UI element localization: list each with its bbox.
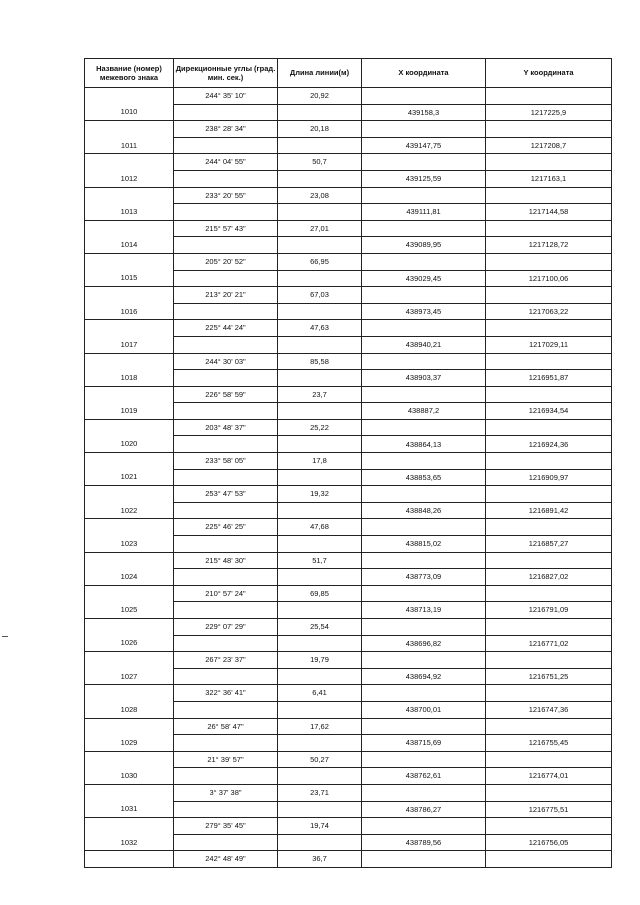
- x-coordinate-cell: 438903,37: [362, 370, 486, 387]
- table-row: [85, 536, 612, 553]
- x-coordinate-cell: 438853,65: [362, 469, 486, 486]
- y-coordinate-cell: 1216747,36: [486, 701, 612, 718]
- table-row: [85, 768, 612, 785]
- y-coordinate-cell: [486, 386, 612, 403]
- direction-angle-cell: 242° 48' 49": [174, 851, 278, 868]
- header-mark-name: Название (номер) межевого знака: [85, 59, 174, 88]
- y-coordinate-cell: [486, 818, 612, 835]
- table-row: [85, 88, 612, 105]
- mark-name-cell: [85, 88, 174, 105]
- line-length-cell: [278, 536, 362, 553]
- line-length-cell: [278, 735, 362, 752]
- direction-angle-cell: [174, 303, 278, 320]
- table-row: [85, 469, 612, 486]
- direction-angle-cell: [174, 502, 278, 519]
- direction-angle-cell: [174, 801, 278, 818]
- table-row: [85, 701, 612, 718]
- line-length-cell: [278, 403, 362, 420]
- table-row: [85, 602, 612, 619]
- direction-angle-cell: 233° 58' 05": [174, 453, 278, 470]
- y-coordinate-cell: [486, 88, 612, 105]
- line-length-cell: [278, 502, 362, 519]
- y-coordinate-cell: 1217128,72: [486, 237, 612, 254]
- mark-name-cell: 1020: [85, 436, 174, 453]
- direction-angle-cell: 21° 39' 57": [174, 751, 278, 768]
- mark-name-cell: [85, 386, 174, 403]
- x-coordinate-cell: [362, 154, 486, 171]
- table-row: [85, 104, 612, 121]
- x-coordinate-cell: [362, 818, 486, 835]
- mark-name-cell: [85, 851, 174, 868]
- direction-angle-cell: 215° 48' 30": [174, 552, 278, 569]
- y-coordinate-cell: [486, 718, 612, 735]
- table-row: [85, 220, 612, 237]
- mark-name-cell: 1031: [85, 801, 174, 818]
- x-coordinate-cell: 438973,45: [362, 303, 486, 320]
- table-row: [85, 619, 612, 636]
- x-coordinate-cell: 438864,13: [362, 436, 486, 453]
- y-coordinate-cell: 1216756,05: [486, 834, 612, 851]
- direction-angle-cell: [174, 204, 278, 221]
- table-row: [85, 652, 612, 669]
- mark-name-cell: [85, 619, 174, 636]
- mark-name-cell: 1016: [85, 303, 174, 320]
- y-coordinate-cell: [486, 287, 612, 304]
- x-coordinate-cell: 438887,2: [362, 403, 486, 420]
- x-coordinate-cell: [362, 419, 486, 436]
- x-coordinate-cell: [362, 253, 486, 270]
- x-coordinate-cell: 438815,02: [362, 536, 486, 553]
- line-length-cell: 17,8: [278, 453, 362, 470]
- direction-angle-cell: 215° 57' 43": [174, 220, 278, 237]
- y-coordinate-cell: 1217100,06: [486, 270, 612, 287]
- header-x-coordinate: X координата: [362, 59, 486, 88]
- y-coordinate-cell: [486, 519, 612, 536]
- mark-name-cell: [85, 353, 174, 370]
- y-coordinate-cell: 1216934,54: [486, 403, 612, 420]
- direction-angle-cell: 238° 28' 34": [174, 121, 278, 138]
- line-length-cell: 19,74: [278, 818, 362, 835]
- table-row: [85, 386, 612, 403]
- direction-angle-cell: [174, 536, 278, 553]
- mark-name-cell: [85, 652, 174, 669]
- x-coordinate-cell: [362, 353, 486, 370]
- x-coordinate-cell: 439158,3: [362, 104, 486, 121]
- x-coordinate-cell: 438940,21: [362, 336, 486, 353]
- table-row: [85, 751, 612, 768]
- x-coordinate-cell: [362, 552, 486, 569]
- direction-angle-cell: [174, 336, 278, 353]
- y-coordinate-cell: 1216771,02: [486, 635, 612, 652]
- x-coordinate-cell: 438773,09: [362, 569, 486, 586]
- line-length-cell: [278, 303, 362, 320]
- x-coordinate-cell: [362, 619, 486, 636]
- direction-angle-cell: [174, 668, 278, 685]
- direction-angle-cell: [174, 635, 278, 652]
- direction-angle-cell: [174, 436, 278, 453]
- direction-angle-cell: [174, 137, 278, 154]
- y-coordinate-cell: [486, 187, 612, 204]
- direction-angle-cell: [174, 170, 278, 187]
- line-length-cell: 50,27: [278, 751, 362, 768]
- line-length-cell: [278, 270, 362, 287]
- table-row: [85, 486, 612, 503]
- y-coordinate-cell: 1217225,9: [486, 104, 612, 121]
- table-row: [85, 237, 612, 254]
- x-coordinate-cell: 438700,01: [362, 701, 486, 718]
- line-length-cell: 67,03: [278, 287, 362, 304]
- x-coordinate-cell: 438786,27: [362, 801, 486, 818]
- direction-angle-cell: 226° 58' 59": [174, 386, 278, 403]
- table-row: [85, 287, 612, 304]
- direction-angle-cell: 225° 44' 24": [174, 320, 278, 337]
- mark-name-cell: [85, 585, 174, 602]
- mark-name-cell: 1032: [85, 834, 174, 851]
- line-length-cell: [278, 436, 362, 453]
- mark-name-cell: [85, 121, 174, 138]
- table-row: [85, 585, 612, 602]
- y-coordinate-cell: [486, 320, 612, 337]
- y-coordinate-cell: [486, 851, 612, 868]
- direction-angle-cell: [174, 469, 278, 486]
- y-coordinate-cell: [486, 353, 612, 370]
- x-coordinate-cell: 438762,61: [362, 768, 486, 785]
- x-coordinate-cell: 439111,81: [362, 204, 486, 221]
- x-coordinate-cell: 439125,59: [362, 170, 486, 187]
- y-coordinate-cell: [486, 552, 612, 569]
- y-coordinate-cell: 1217208,7: [486, 137, 612, 154]
- x-coordinate-cell: [362, 751, 486, 768]
- x-coordinate-cell: 438696,82: [362, 635, 486, 652]
- mark-name-cell: [85, 552, 174, 569]
- line-length-cell: [278, 834, 362, 851]
- mark-name-cell: [85, 320, 174, 337]
- mark-name-cell: 1030: [85, 768, 174, 785]
- direction-angle-cell: 279° 35' 45": [174, 818, 278, 835]
- header-direction-angle: Дирекционные углы (град. мин. сек.): [174, 59, 278, 88]
- table-header-row: [85, 59, 612, 88]
- line-length-cell: 20,18: [278, 121, 362, 138]
- direction-angle-cell: 253° 47' 53": [174, 486, 278, 503]
- mark-name-cell: 1015: [85, 270, 174, 287]
- y-coordinate-cell: [486, 253, 612, 270]
- line-length-cell: 20,92: [278, 88, 362, 105]
- direction-angle-cell: 225° 46' 25": [174, 519, 278, 536]
- x-coordinate-cell: 439147,75: [362, 137, 486, 154]
- y-coordinate-cell: 1217144,58: [486, 204, 612, 221]
- direction-angle-cell: [174, 104, 278, 121]
- table-row: [85, 170, 612, 187]
- direction-angle-cell: 205° 20' 52": [174, 253, 278, 270]
- line-length-cell: [278, 370, 362, 387]
- direction-angle-cell: 229° 07' 29": [174, 619, 278, 636]
- x-coordinate-cell: [362, 187, 486, 204]
- y-coordinate-cell: [486, 685, 612, 702]
- mark-name-cell: [85, 154, 174, 171]
- table-row: [85, 320, 612, 337]
- header-y-coordinate: Y координата: [486, 59, 612, 88]
- mark-name-cell: [85, 287, 174, 304]
- mark-name-cell: 1018: [85, 370, 174, 387]
- mark-name-cell: [85, 718, 174, 735]
- table-row: [85, 502, 612, 519]
- mark-name-cell: 1026: [85, 635, 174, 652]
- y-coordinate-cell: 1216775,51: [486, 801, 612, 818]
- line-length-cell: 36,7: [278, 851, 362, 868]
- line-length-cell: 47,63: [278, 320, 362, 337]
- mark-name-cell: 1017: [85, 336, 174, 353]
- mark-name-cell: [85, 220, 174, 237]
- table-row: [85, 353, 612, 370]
- table-row: [85, 784, 612, 801]
- x-coordinate-cell: [362, 220, 486, 237]
- line-length-cell: 19,32: [278, 486, 362, 503]
- line-length-cell: 47,68: [278, 519, 362, 536]
- line-length-cell: [278, 801, 362, 818]
- table-row: [85, 303, 612, 320]
- direction-angle-cell: 322° 36' 41": [174, 685, 278, 702]
- direction-angle-cell: [174, 701, 278, 718]
- y-coordinate-cell: 1217163,1: [486, 170, 612, 187]
- y-coordinate-cell: [486, 652, 612, 669]
- table-row: [85, 635, 612, 652]
- table-row: [85, 834, 612, 851]
- margin-mark: [2, 636, 8, 637]
- line-length-cell: 85,58: [278, 353, 362, 370]
- direction-angle-cell: 26° 58' 47": [174, 718, 278, 735]
- mark-name-cell: [85, 685, 174, 702]
- line-length-cell: 50,7: [278, 154, 362, 171]
- mark-name-cell: 1019: [85, 403, 174, 420]
- y-coordinate-cell: 1217029,11: [486, 336, 612, 353]
- table-row: [85, 370, 612, 387]
- x-coordinate-cell: [362, 585, 486, 602]
- line-length-cell: 6,41: [278, 685, 362, 702]
- mark-name-cell: 1029: [85, 735, 174, 752]
- x-coordinate-cell: [362, 88, 486, 105]
- mark-name-cell: 1028: [85, 701, 174, 718]
- table-row: [85, 685, 612, 702]
- direction-angle-cell: 244° 04' 55": [174, 154, 278, 171]
- table-row: [85, 519, 612, 536]
- y-coordinate-cell: [486, 486, 612, 503]
- direction-angle-cell: [174, 237, 278, 254]
- y-coordinate-cell: 1216924,36: [486, 436, 612, 453]
- direction-angle-cell: 267° 23' 37": [174, 652, 278, 669]
- table-row: [85, 154, 612, 171]
- line-length-cell: 19,79: [278, 652, 362, 669]
- y-coordinate-cell: 1216857,27: [486, 536, 612, 553]
- x-coordinate-cell: [362, 519, 486, 536]
- x-coordinate-cell: [362, 718, 486, 735]
- line-length-cell: [278, 137, 362, 154]
- mark-name-cell: [85, 784, 174, 801]
- line-length-cell: 51,7: [278, 552, 362, 569]
- table-row: [85, 453, 612, 470]
- direction-angle-cell: 244° 35' 10": [174, 88, 278, 105]
- direction-angle-cell: [174, 735, 278, 752]
- table-row: [85, 552, 612, 569]
- mark-name-cell: [85, 818, 174, 835]
- table-row: [85, 336, 612, 353]
- table-row: [85, 403, 612, 420]
- direction-angle-cell: 210° 57' 24": [174, 585, 278, 602]
- x-coordinate-cell: 438713,19: [362, 602, 486, 619]
- table-row: [85, 818, 612, 835]
- direction-angle-cell: [174, 602, 278, 619]
- line-length-cell: [278, 635, 362, 652]
- y-coordinate-cell: [486, 154, 612, 171]
- mark-name-cell: 1024: [85, 569, 174, 586]
- table-row: [85, 187, 612, 204]
- mark-name-cell: [85, 253, 174, 270]
- direction-angle-cell: 213° 20' 21": [174, 287, 278, 304]
- direction-angle-cell: [174, 569, 278, 586]
- table-body: [85, 88, 612, 868]
- mark-name-cell: [85, 187, 174, 204]
- line-length-cell: 25,22: [278, 419, 362, 436]
- mark-name-cell: 1014: [85, 237, 174, 254]
- direction-angle-cell: [174, 270, 278, 287]
- line-length-cell: [278, 204, 362, 221]
- line-length-cell: [278, 668, 362, 685]
- y-coordinate-cell: [486, 585, 612, 602]
- y-coordinate-cell: 1216891,42: [486, 502, 612, 519]
- x-coordinate-cell: [362, 851, 486, 868]
- line-length-cell: [278, 602, 362, 619]
- direction-angle-cell: [174, 834, 278, 851]
- line-length-cell: 17,62: [278, 718, 362, 735]
- direction-angle-cell: [174, 768, 278, 785]
- x-coordinate-cell: [362, 486, 486, 503]
- line-length-cell: 66,95: [278, 253, 362, 270]
- line-length-cell: [278, 569, 362, 586]
- mark-name-cell: [85, 519, 174, 536]
- x-coordinate-cell: [362, 121, 486, 138]
- line-length-cell: [278, 701, 362, 718]
- line-length-cell: [278, 237, 362, 254]
- y-coordinate-cell: [486, 453, 612, 470]
- direction-angle-cell: [174, 370, 278, 387]
- x-coordinate-cell: [362, 685, 486, 702]
- x-coordinate-cell: [362, 784, 486, 801]
- y-coordinate-cell: 1216774,01: [486, 768, 612, 785]
- mark-name-cell: 1013: [85, 204, 174, 221]
- y-coordinate-cell: [486, 619, 612, 636]
- direction-angle-cell: 244° 30' 03": [174, 353, 278, 370]
- y-coordinate-cell: 1216791,09: [486, 602, 612, 619]
- mark-name-cell: 1011: [85, 137, 174, 154]
- x-coordinate-cell: 439089,95: [362, 237, 486, 254]
- x-coordinate-cell: [362, 386, 486, 403]
- table-row: [85, 137, 612, 154]
- mark-name-cell: 1025: [85, 602, 174, 619]
- header-line-length: Длина линии(м): [278, 59, 362, 88]
- x-coordinate-cell: 439029,45: [362, 270, 486, 287]
- y-coordinate-cell: [486, 121, 612, 138]
- x-coordinate-cell: 438715,69: [362, 735, 486, 752]
- table-row: [85, 569, 612, 586]
- x-coordinate-cell: [362, 652, 486, 669]
- direction-angle-cell: 3° 37' 38": [174, 784, 278, 801]
- x-coordinate-cell: [362, 453, 486, 470]
- line-length-cell: [278, 469, 362, 486]
- table-row: [85, 121, 612, 138]
- mark-name-cell: [85, 453, 174, 470]
- line-length-cell: 23,08: [278, 187, 362, 204]
- line-length-cell: 27,01: [278, 220, 362, 237]
- y-coordinate-cell: 1216751,25: [486, 668, 612, 685]
- line-length-cell: [278, 170, 362, 187]
- x-coordinate-cell: 438694,92: [362, 668, 486, 685]
- x-coordinate-cell: 438789,56: [362, 834, 486, 851]
- y-coordinate-cell: 1216827,02: [486, 569, 612, 586]
- line-length-cell: 69,85: [278, 585, 362, 602]
- y-coordinate-cell: 1216909,97: [486, 469, 612, 486]
- x-coordinate-cell: [362, 287, 486, 304]
- table-row: [85, 436, 612, 453]
- y-coordinate-cell: 1216951,87: [486, 370, 612, 387]
- direction-angle-cell: 203° 48' 37": [174, 419, 278, 436]
- mark-name-cell: 1023: [85, 536, 174, 553]
- line-length-cell: [278, 768, 362, 785]
- mark-name-cell: [85, 419, 174, 436]
- mark-name-cell: 1027: [85, 668, 174, 685]
- direction-angle-cell: 233° 20' 55": [174, 187, 278, 204]
- mark-name-cell: [85, 751, 174, 768]
- line-length-cell: [278, 336, 362, 353]
- boundary-coordinates-table: [84, 58, 612, 868]
- line-length-cell: [278, 104, 362, 121]
- y-coordinate-cell: 1217063,22: [486, 303, 612, 320]
- table-row: [85, 668, 612, 685]
- table-row: [85, 204, 612, 221]
- y-coordinate-cell: [486, 784, 612, 801]
- y-coordinate-cell: [486, 419, 612, 436]
- table-row: [85, 801, 612, 818]
- table-row: [85, 851, 612, 868]
- y-coordinate-cell: 1216755,45: [486, 735, 612, 752]
- table-row: [85, 253, 612, 270]
- y-coordinate-cell: [486, 751, 612, 768]
- table-row: [85, 735, 612, 752]
- mark-name-cell: [85, 486, 174, 503]
- table-row: [85, 270, 612, 287]
- mark-name-cell: 1012: [85, 170, 174, 187]
- mark-name-cell: 1010: [85, 104, 174, 121]
- table-row: [85, 718, 612, 735]
- table-row: [85, 419, 612, 436]
- mark-name-cell: 1021: [85, 469, 174, 486]
- x-coordinate-cell: [362, 320, 486, 337]
- line-length-cell: 25,54: [278, 619, 362, 636]
- x-coordinate-cell: 438848,26: [362, 502, 486, 519]
- mark-name-cell: 1022: [85, 502, 174, 519]
- direction-angle-cell: [174, 403, 278, 420]
- line-length-cell: 23,71: [278, 784, 362, 801]
- line-length-cell: 23,7: [278, 386, 362, 403]
- y-coordinate-cell: [486, 220, 612, 237]
